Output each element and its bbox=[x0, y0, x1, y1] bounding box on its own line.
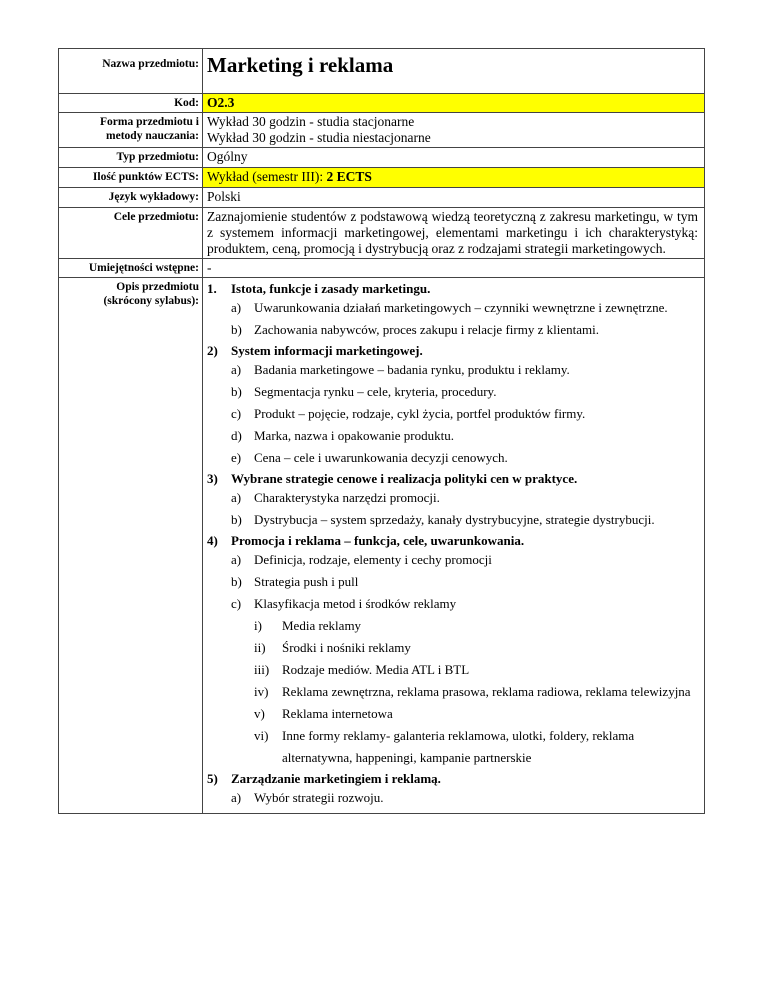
item-letter: c) bbox=[231, 406, 242, 421]
item-text: Marka, nazwa i opakowanie produktu. bbox=[254, 428, 454, 443]
ects-prefix: Wykład (semestr III): bbox=[207, 169, 327, 184]
section-item bbox=[231, 787, 698, 809]
label-opis-line1: Opis przedmiotu bbox=[116, 281, 199, 293]
syllabus-section bbox=[207, 343, 698, 469]
row-nazwa bbox=[59, 49, 705, 94]
section-items bbox=[231, 487, 698, 531]
label-cele: Cele przedmiotu: bbox=[59, 208, 203, 259]
section-title: Promocja i reklama – funkcja, cele, uwarunkowania. bbox=[231, 533, 525, 548]
subitem bbox=[254, 637, 698, 659]
label-forma-line1: Forma przedmiotu i bbox=[99, 116, 199, 128]
section-item bbox=[231, 571, 698, 593]
item-text: Charakterystyka narzędzi promocji. bbox=[254, 490, 440, 505]
item-letter: b) bbox=[231, 512, 242, 527]
subitem-text: Środki i nośniki reklamy bbox=[282, 640, 411, 655]
ects-value: 2 ECTS bbox=[326, 169, 372, 184]
syllabus-list bbox=[207, 281, 698, 809]
item-letter: a) bbox=[231, 300, 242, 315]
item-text: Zachowania nabywców, proces zakupu i relacje firmy z klientami. bbox=[254, 322, 599, 337]
row-opis bbox=[59, 278, 705, 814]
section-item bbox=[231, 425, 698, 447]
item-text: Produkt – pojęcie, rodzaje, cykl życia, portfel produktów firmy. bbox=[254, 406, 586, 421]
section-item bbox=[231, 297, 698, 319]
subitem-roman: ii) bbox=[254, 640, 266, 655]
subitem-list bbox=[254, 615, 698, 769]
item-letter: a) bbox=[231, 552, 242, 567]
section-item bbox=[231, 403, 698, 425]
item-letter: b) bbox=[231, 574, 242, 589]
section-title: System informacji marketingowej. bbox=[231, 343, 423, 358]
section-number: 3) bbox=[207, 471, 218, 486]
forma-line1: Wykład 30 godzin - studia stacjonarne bbox=[207, 114, 415, 129]
section-items bbox=[231, 359, 698, 469]
section-number: 2) bbox=[207, 343, 218, 358]
section-number: 4) bbox=[207, 533, 218, 548]
label-jezyk: Język wykładowy: bbox=[59, 188, 203, 208]
typ-value: Ogólny bbox=[203, 148, 705, 168]
section-title: Wybrane strategie cenowe i realizacja polityki cen w praktyce. bbox=[231, 471, 578, 486]
row-forma bbox=[59, 113, 705, 148]
item-letter: e) bbox=[231, 450, 242, 465]
item-text: Cena – cele i uwarunkowania decyzji cenowych. bbox=[254, 450, 508, 465]
label-typ: Typ przedmiotu: bbox=[59, 148, 203, 168]
subitem bbox=[254, 725, 698, 769]
row-jezyk bbox=[59, 188, 705, 208]
row-typ bbox=[59, 148, 705, 168]
umiejetnosci-value: - bbox=[203, 259, 705, 278]
section-title: Istota, funkcje i zasady marketingu. bbox=[231, 281, 431, 296]
cele-value: Zaznajomienie studentów z podstawową wiedzą teoretyczną z zakresu marketingu, w tym z systemem informacji marketingowej, elementami marketingu i ich charakterystyką: produktem, ceną, promocją i dystrybucją oraz z rodzajami strategii marketingowych. bbox=[203, 208, 705, 259]
item-letter: d) bbox=[231, 428, 242, 443]
syllabus-section bbox=[207, 281, 698, 341]
subitem bbox=[254, 615, 698, 637]
item-text: Klasyfikacja metod i środków reklamy bbox=[254, 596, 457, 611]
subitem bbox=[254, 681, 698, 703]
syllabus-section bbox=[207, 771, 698, 809]
item-letter: b) bbox=[231, 322, 242, 337]
label-umiejetnosci: Umiejętności wstępne: bbox=[59, 259, 203, 278]
section-number: 1. bbox=[207, 281, 217, 296]
forma-line2: Wykład 30 godzin - studia niestacjonarne bbox=[207, 130, 431, 145]
course-form-table bbox=[58, 48, 705, 814]
section-items bbox=[231, 787, 698, 809]
section-title: Zarządzanie marketingiem i reklamą. bbox=[231, 771, 441, 786]
subitem-text: Rodzaje mediów. Media ATL i BTL bbox=[282, 662, 470, 677]
item-text: Segmentacja rynku – cele, kryteria, procedury. bbox=[254, 384, 497, 399]
item-text: Badania marketingowe – badania rynku, produktu i reklamy. bbox=[254, 362, 570, 377]
subitem bbox=[254, 659, 698, 681]
subitem-text: Reklama zewnętrzna, reklama prasowa, reklama radiowa, reklama telewizyjna bbox=[282, 684, 691, 699]
label-forma-line2: metody nauczania: bbox=[106, 130, 199, 142]
section-number: 5) bbox=[207, 771, 218, 786]
item-text: Strategia push i pull bbox=[254, 574, 359, 589]
syllabus-section bbox=[207, 533, 698, 769]
subitem bbox=[254, 703, 698, 725]
section-item bbox=[231, 549, 698, 571]
course-code: O2.3 bbox=[203, 94, 705, 113]
item-text: Wybór strategii rozwoju. bbox=[254, 790, 384, 805]
subitem-text: Media reklamy bbox=[282, 618, 362, 633]
label-ects: Ilość punktów ECTS: bbox=[59, 168, 203, 188]
subitem-roman: i) bbox=[254, 618, 262, 633]
section-item bbox=[231, 319, 698, 341]
section-items bbox=[231, 549, 698, 769]
item-letter: a) bbox=[231, 790, 242, 805]
subitem-roman: v) bbox=[254, 706, 265, 721]
subitem-roman: vi) bbox=[254, 728, 269, 743]
section-item bbox=[231, 359, 698, 381]
item-text: Dystrybucja – system sprzedaży, kanały dystrybucyjne, strategie dystrybucji. bbox=[254, 512, 655, 527]
item-text: Uwarunkowania działań marketingowych – czynniki wewnętrzne i zewnętrzne. bbox=[254, 300, 668, 315]
subitem-roman: iv) bbox=[254, 684, 269, 699]
section-item bbox=[231, 487, 698, 509]
item-letter: a) bbox=[231, 490, 242, 505]
item-text: Definicja, rodzaje, elementy i cechy promocji bbox=[254, 552, 492, 567]
section-item bbox=[231, 447, 698, 469]
item-letter: c) bbox=[231, 596, 242, 611]
section-item bbox=[231, 381, 698, 403]
course-title: Marketing i reklama bbox=[207, 53, 394, 77]
jezyk-value: Polski bbox=[203, 188, 705, 208]
label-nazwa: Nazwa przedmiotu: bbox=[59, 49, 203, 94]
section-item bbox=[231, 509, 698, 531]
label-opis-line2: (skrócony sylabus): bbox=[103, 295, 199, 307]
row-cele bbox=[59, 208, 705, 259]
item-letter: a) bbox=[231, 362, 242, 377]
label-kod: Kod: bbox=[59, 94, 203, 113]
section-items bbox=[231, 297, 698, 341]
section-item bbox=[231, 593, 698, 769]
syllabus-section bbox=[207, 471, 698, 531]
row-umiejetnosci bbox=[59, 259, 705, 278]
subitem-roman: iii) bbox=[254, 662, 270, 677]
row-kod bbox=[59, 94, 705, 113]
subitem-text: Inne formy reklamy- galanteria reklamowa, ulotki, foldery, reklama alternatywna, happeningi, kampanie partnerskie bbox=[282, 728, 635, 765]
row-ects bbox=[59, 168, 705, 188]
item-letter: b) bbox=[231, 384, 242, 399]
subitem-text: Reklama internetowa bbox=[282, 706, 393, 721]
